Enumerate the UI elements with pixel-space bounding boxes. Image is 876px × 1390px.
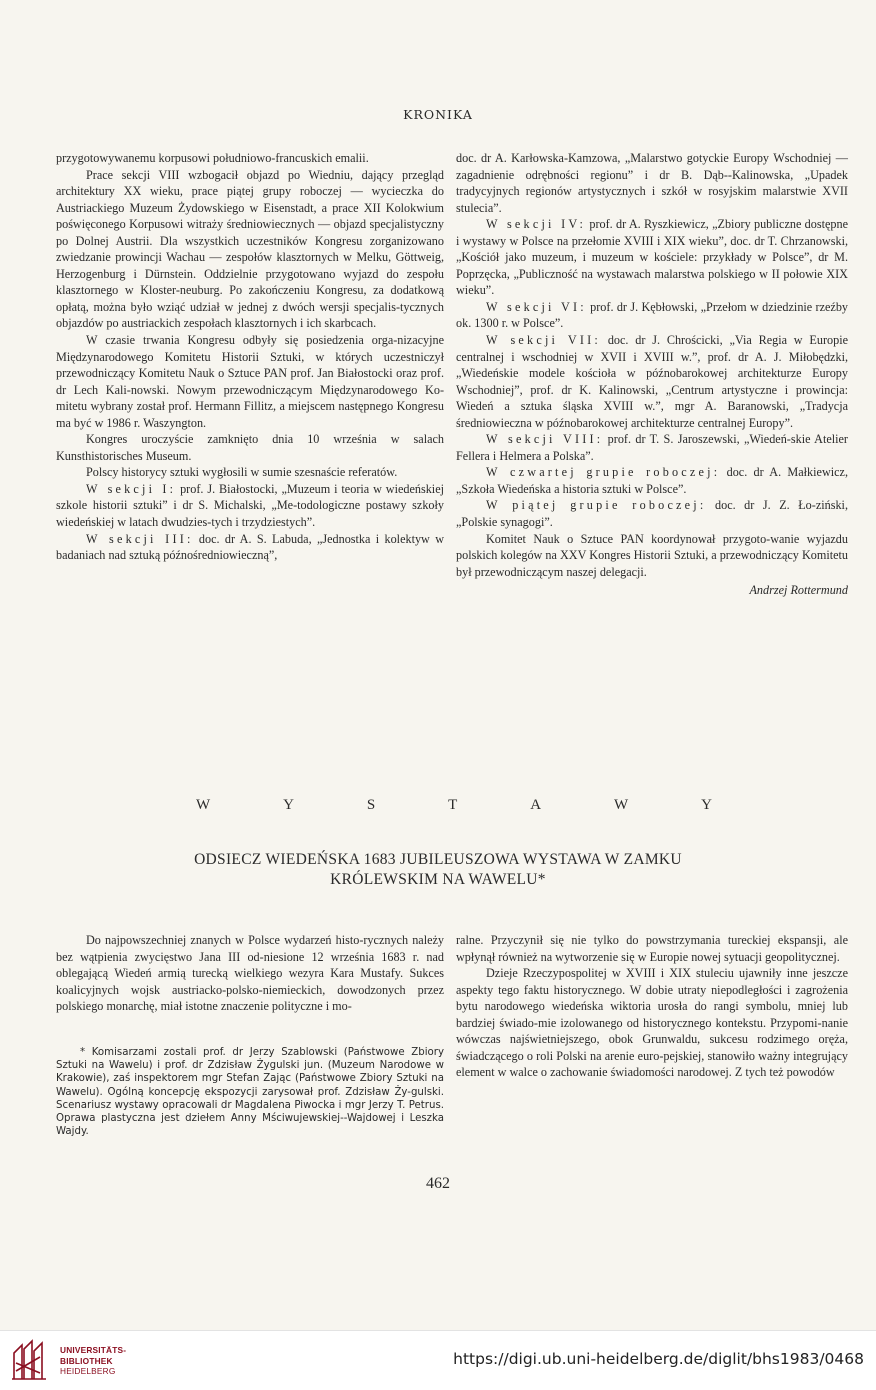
footnote — [56, 1046, 444, 1138]
library-logo[interactable] — [10, 1337, 180, 1385]
left-column-bottom — [56, 932, 444, 1015]
right-column-top — [456, 150, 848, 599]
page-number: 462 — [426, 1175, 450, 1192]
running-head: KRONIKA — [403, 107, 473, 122]
section-title-letter: W — [613, 797, 629, 813]
section-title-letter: T — [448, 797, 458, 813]
section-title-letter: W — [196, 797, 211, 813]
paragraph: W sekcji I: prof. J. Białostocki, „Muzeum i teoria w wiedeńskiej szkole historii sztuki” i dr S. Michalski, „Me-todologiczne postawy szkoły wiedeńskiej w latach dwudzies-tych i trzydziestych”. — [56, 481, 444, 530]
section-label: W sekcji VIII: — [486, 432, 604, 447]
section-title-letter: Y — [283, 797, 294, 813]
paragraph: Komitet Nauk o Sztuce PAN koordynował przygoto-wanie wyjazdu polskich kolegów na XXV Kongres Historii Sztuki, a przewodniczący Komitetu był przewodniczącym naszej delegacji. — [456, 531, 848, 579]
right-column-bottom — [456, 932, 848, 1081]
paragraph: Polscy historycy sztuki wygłosili w sumie szesnaście referatów. — [86, 465, 398, 480]
section-label: W sekcji III: — [86, 531, 194, 546]
paragraph: Prace sekcji VIII wzbogacił objazd po Wiedniu, dający przegląd architektury XX wieku, prace piątej grupy roboczej — wycieczka do Austriackiego Muzeum Żydowskiego w Eisenstadt, a prace XII Kolokwium poświęconego Korpusowi witraży średniowiecznych — objazd specjalistyczny po Dolnej Austrii. Dla wszystkich uczestników Kongresu zorganizowano zwiedzanie prowincji Wachau — zespołów klasztornych w Melku, Göttweig, Herzogenburg i Dürnstein. Oddzielnie przygotowano wyjazd do zespołu klasztornego w Kloster-neuburg. Po zakończeniu Kongresu, za dodatkową opłatą, można było wziąć udział w jednej z dwóch wersji specjalis-tycznych objazdów po austriackich zespołach klasztornych i ich skarbcach. — [56, 167, 444, 331]
section-title-letter: Y — [701, 797, 712, 813]
footnote-text: * Komisarzami zostali prof. dr Jerzy Szablowski (Państwowe Zbiory Sztuki na Wawelu) i prof. dr Zdzisław Żygulski jun. (Muzeum Narodowe w Krakowie), zaś inspektorem mgr Stefan Zając (Państwowe Zbiory Sztuki na Wawelu). Ogólną koncepcję ekspozycji zarysował prof. Zdzisław Ży-gulski. Scenariusz wystawy opracowali dr Magdalena Piwocka i mgr Jerzy T. Petrus. Oprawa plastyczna jest dziełem Anny Mściwujewskiej--Wajdowej i Leszka Wajdy. — [56, 1047, 444, 1138]
section-label: W czwartej grupie roboczej: — [486, 465, 721, 480]
paragraph: W czwartej grupie roboczej: doc. dr A. Małkiewicz, „Szkoła Wiedeńska a historia sztuki w Polsce”. — [456, 465, 849, 496]
paragraph: Do najpowszechniej znanych w Polsce wydarzeń histo-rycznych należy bez wątpienia zwycięstwo Jana III od-niesione 12 września 1683 r. nad oblegającą Wiedeń armią turecką wielkiego wezyra Kara Mustafy. Sukces koalicyjnych wojsk austriacko-polsko-niemieckich, dowodzonych przez polskiego monarchę, miał istotne znaczenie polityczne i mo- — [56, 933, 444, 1014]
section-label: W sekcji I: — [86, 481, 177, 496]
article-title-line: KRÓLEWSKIM NA WAWELU* — [330, 871, 546, 888]
library-logo-text: UNIVERSITÄTS- BIBLIOTHEK HEIDELBERG — [60, 1345, 127, 1376]
permalink-url[interactable]: https://digi.ub.uni-heidelberg.de/diglit/bhs1983/0468 — [453, 1350, 864, 1368]
section-title-wystawy — [196, 797, 712, 814]
section-title-letter: S — [366, 797, 376, 813]
paragraph: W czasie trwania Kongresu odbyły się posiedzenia orga-nizacyjne Międzynarodowego Komitetu Historii Sztuki, w których uczestniczył przewodniczący Komitetu Nauk o Sztuce PAN prof. Jan Białostocki oraz prof. dr Lech Kali-nowski. Nowym przewodniczącym Międzynarodowego Ko-mitetu wybrany został prof. Hermann Fillitz, a miejscem następnego Kongresu ma być w 1986 r. Waszyngton. — [56, 333, 444, 430]
library-seal-icon — [10, 1339, 50, 1383]
section-label: W sekcji VI: — [486, 299, 587, 314]
paragraph: ralne. Przyczynił się nie tylko do powstrzymania tureckiej ekspansji, ale wpłynął również na wytworzenie się w Europie nowej sytuacji geopolitycznej. — [456, 933, 848, 964]
paragraph: przygotowywanemu korpusowi południowo-francuskich emalii. — [56, 151, 369, 165]
section-title-letter: A — [530, 797, 542, 813]
paragraph: W sekcji VI: prof. dr J. Kębłowski, „Przełom w dziedzinie rzeźby ok. 1300 r. w Polsce”. — [456, 299, 849, 331]
paragraph: W piątej grupie roboczej: doc. dr J. Z. Ło-ziński, „Polskie synagogi”. — [456, 498, 848, 530]
article-title — [60, 850, 816, 890]
paragraph: doc. dr A. Karłowska-Kamzowa, „Malarstwo gotyckie Europy Wschodniej — zagadnienie odrębności regionu” i dr B. Dąb--Kalinowska, „Upadek tradycyjnych regionów artystycznych i szkół w rosyjskim malarstwie XVII stulecia”. — [456, 151, 848, 215]
section-label: W piątej grupie roboczej: — [486, 498, 707, 513]
footer-bar — [0, 1330, 876, 1390]
section-label: W sekcji IV: — [486, 217, 587, 232]
paragraph: Dzieje Rzeczypospolitej w XVIII i XIX stuleciu ujawniły inne jeszcze aspekty tego faktu historycznego. W dobie utraty niepodległości i zagrożenia bytu narodowego wiedeńska wiktoria urosła do rangi symbolu, mniej lub bardziej świado-mie izolowanego od historycznego kontekstu. Przypomi-nanie wówczas najświetniejszego, obok Grunwaldu, sukcesu rodzimego oręża, świadczącego o roli Polski na arenie euro-pejskiej, stanowiło ważny integrujący element w walce o zachowanie świadomości narodowej. Z tych też powodów — [456, 966, 848, 1080]
paragraph: Kongres uroczyście zamknięto dnia 10 września w salach Kunsthistorisches Museum. — [56, 432, 444, 463]
paragraph: W sekcji VII: doc. dr J. Chrościcki, „Via Regia w Europie centralnej i wschodniej w XVII i XVIII w.”, prof. dr A. J. Miłobędzki, „Wiedeńskie modele kościoła w późnobarokowej architekturze Europy Wschodniej”, prof. dr K. Kalinowski, „Centrum artystyczne i prowincja: Wiedeń a sztuka śląska XVIII w.”, mgr A. Baranowski, „Tradycja średniowieczna w późnobarokowej architekturze centralnej Europy”. — [456, 333, 848, 430]
paragraph: W sekcji III: doc. dr A. S. Labuda, „Jednostka i kolektyw w badaniach nad sztuką późnośredniowieczną”, — [56, 531, 444, 563]
left-column-top — [56, 150, 444, 564]
article-title-line: ODSIECZ WIEDEŃSKA 1683 JUBILEUSZOWA WYSTAWA W ZAMKU — [194, 851, 682, 868]
paragraph: W sekcji IV: prof. dr A. Ryszkiewicz, „Zbiory publiczne dostępne i wystawy w Polsce na przełomie XVIII i XIX wieku”, doc. dr T. Chrzanowski, „Kościół jako muzeum, i muzeum w kościele: przykłady w Polsce”, dr M. Poprzęcka, „Publiczność na wystawach malarstwa polskiego w II połowie XIX wieku”. — [456, 217, 848, 298]
paragraph: W sekcji VIII: prof. dr T. S. Jaroszewski, „Wiedeń-skie Atelier Fellera i Helmera a Polska”. — [456, 432, 848, 463]
author-signature: Andrzej Rottermund — [749, 583, 848, 598]
section-label: W sekcji VII: — [486, 333, 602, 348]
